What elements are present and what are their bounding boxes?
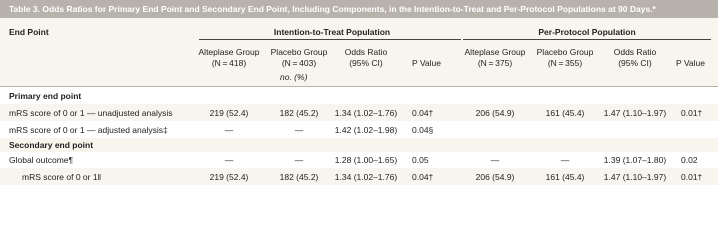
cell-itt-or: 1.34 (1.02–1.76) <box>334 172 398 182</box>
cell-pp-or: 1.47 (1.10–1.97) <box>603 172 667 182</box>
cell-pp-alteplase: — <box>490 155 500 165</box>
cell-itt-placebo: 182 (45.2) <box>279 108 319 118</box>
cell-itt-p: 0.04† <box>412 108 434 118</box>
col-itt-or-ci: (95% CI) <box>349 58 383 68</box>
cell-itt-or: 1.34 (1.02–1.76) <box>334 108 398 118</box>
col-itt-placebo: Placebo Group <box>270 47 328 57</box>
section-primary: Primary end point <box>9 91 82 101</box>
col-itt-or: Odds Ratio <box>344 47 388 57</box>
cell-itt-placebo: — <box>294 125 304 135</box>
cell-itt-alteplase: — <box>224 125 234 135</box>
row-label: mRS score of 0 or 1 — unadjusted analysis <box>9 108 173 118</box>
cell-itt-alteplase: 219 (52.4) <box>209 172 249 182</box>
col-pp-alteplase-n: (N = 375) <box>477 58 513 68</box>
cell-itt-placebo: — <box>294 155 304 165</box>
col-pp-p: P Value <box>676 58 705 68</box>
cell-pp-alteplase: 206 (54.9) <box>475 108 515 118</box>
col-itt-alteplase-n: (N = 418) <box>211 58 247 68</box>
row-label: Global outcome¶ <box>9 155 74 165</box>
section-secondary: Secondary end point <box>9 140 94 150</box>
col-pp-or: Odds Ratio <box>613 47 657 57</box>
column-header-end-point: End Point <box>9 27 49 37</box>
cell-pp-placebo: 161 (45.4) <box>545 172 585 182</box>
col-pp-placebo: Placebo Group <box>536 47 594 57</box>
cell-itt-p: 0.04† <box>412 172 434 182</box>
col-itt-placebo-n: (N = 403) <box>281 58 317 68</box>
col-itt-p: P Value <box>412 58 441 68</box>
group-header-itt: Intention-to-Treat Population <box>273 27 391 37</box>
group-header-pp: Per-Protocol Population <box>538 27 636 37</box>
cell-itt-or: 1.28 (1.00–1.65) <box>334 155 398 165</box>
cell-pp-placebo: 161 (45.4) <box>545 108 585 118</box>
header-rule <box>0 86 718 87</box>
row-label: mRS score of 0 or 1‖ <box>22 172 102 182</box>
cell-itt-alteplase: — <box>224 155 234 165</box>
col-itt-alteplase: Alteplase Group <box>198 47 260 57</box>
table-caption: Table 3. Odds Ratios for Primary End Point and Secondary End Point, Including Components, in the Intention-to-Treat and Per-Protocol Populations at 90 Days.* <box>0 0 718 18</box>
cell-pp-alteplase: 206 (54.9) <box>475 172 515 182</box>
cell-pp-or: 1.39 (1.07–1.80) <box>603 155 667 165</box>
cell-pp-placebo: — <box>560 155 570 165</box>
col-pp-alteplase: Alteplase Group <box>464 47 526 57</box>
cell-pp-p: 0.02 <box>681 155 698 165</box>
units-label-itt: no. (%) <box>280 72 308 82</box>
cell-itt-p: 0.04§ <box>412 125 434 135</box>
group-rule-pp <box>463 39 711 40</box>
cell-pp-or: 1.47 (1.10–1.97) <box>603 108 667 118</box>
group-rule-itt <box>199 39 461 40</box>
cell-itt-alteplase: 219 (52.4) <box>209 108 249 118</box>
cell-itt-p: 0.05 <box>412 155 429 165</box>
row-band <box>0 138 718 152</box>
row-label: mRS score of 0 or 1 — adjusted analysis‡ <box>9 125 168 135</box>
cell-itt-or: 1.42 (1.02–1.98) <box>334 125 398 135</box>
cell-pp-p: 0.01† <box>681 172 703 182</box>
cell-pp-p: 0.01† <box>681 108 703 118</box>
cell-itt-placebo: 182 (45.2) <box>279 172 319 182</box>
col-pp-or-ci: (95% CI) <box>618 58 652 68</box>
col-pp-placebo-n: (N = 355) <box>547 58 583 68</box>
